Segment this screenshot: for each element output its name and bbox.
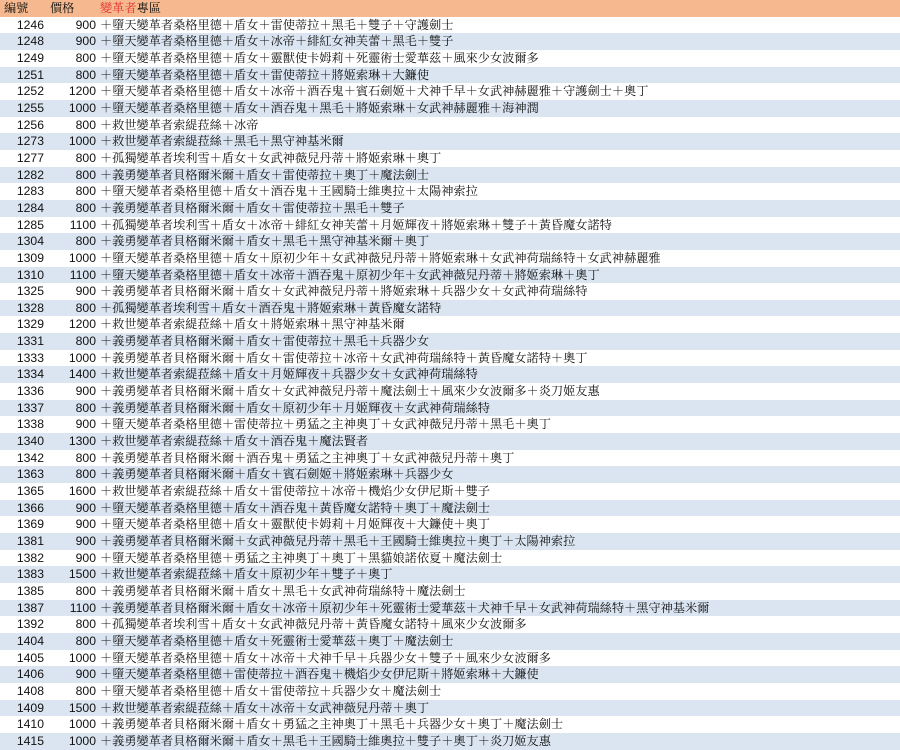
row-price: 800 — [75, 150, 96, 165]
row-items: ＋墮天變革者桑格里德＋盾女＋死靈術士愛華茲＋奧丁＋魔法劍士 — [100, 633, 454, 648]
row-items: ＋墮天變革者桑格里德＋盾女＋冰帝＋酒吞鬼＋原初少年＋女武神薇兒丹蒂＋將姬索琳＋奧丁 — [100, 267, 600, 282]
row-items: ＋義勇變革者貝格爾米爾＋盾女＋雷使蒂拉＋黑毛＋雙子 — [100, 200, 405, 215]
row-price: 900 — [75, 384, 96, 399]
table-row — [0, 283, 900, 300]
row-items: ＋墮天變革者桑格里德＋盾女＋冰帝＋犬神千早＋兵器少女＋雙子＋風來少女波爾多 — [100, 650, 551, 665]
table-body — [0, 17, 900, 750]
row-price: 1500 — [68, 567, 96, 582]
row-items: ＋義勇變革者貝格爾米爾＋盾女＋冰帝＋原初少年＋死靈術士愛華茲＋犬神千早＋女武神荷瑞絲特＋黑守神基米爾 — [100, 600, 710, 615]
header-id: 編號 — [4, 1, 29, 15]
row-price: 900 — [75, 517, 96, 532]
row-id: 1365 — [16, 484, 44, 499]
row-id: 1304 — [16, 234, 44, 249]
row-id: 1406 — [16, 667, 44, 682]
table-row — [0, 217, 900, 234]
row-items: ＋義勇變革者貝格爾米爾＋盾女＋女武神薇兒丹蒂＋將姬索琳＋兵器少女＋女武神荷瑞絲特 — [100, 284, 588, 299]
row-id: 1405 — [16, 650, 44, 665]
row-id: 1404 — [16, 633, 44, 648]
table-row — [0, 366, 900, 383]
row-items: ＋墮天變革者桑格里德＋勇猛之主神奧丁＋奧丁＋黑貓娘諾依夏＋魔法劍士 — [100, 550, 503, 565]
table-row — [0, 117, 900, 134]
row-items: ＋墮天變革者桑格里德＋盾女＋冰帝＋酒吞鬼＋賓石劍姬＋犬神千早＋女武神赫麗雅＋守護劍士＋奧丁 — [100, 84, 649, 99]
table-row — [0, 233, 900, 250]
row-items: ＋義勇變革者貝格爾米爾＋盾女＋黑毛＋王國騎士維奧拉＋雙子＋奧丁＋炎刀姬友惠 — [100, 733, 551, 748]
row-price: 800 — [75, 400, 96, 415]
row-id: 1255 — [16, 100, 44, 115]
row-items: ＋孤獨變革者埃利雪＋盾女＋女武神薇兒丹蒂＋將姬索琳＋奧丁 — [100, 150, 442, 165]
row-id: 1387 — [16, 600, 44, 615]
row-items: ＋義勇變革者貝格爾米爾＋盾女＋雷使蒂拉＋奧丁＋魔法劍士 — [100, 167, 430, 182]
row-price: 800 — [75, 334, 96, 349]
row-id: 1381 — [16, 534, 44, 548]
row-price: 1000 — [68, 733, 96, 748]
table-row — [0, 650, 900, 667]
row-price: 800 — [75, 467, 96, 482]
table-row — [0, 83, 900, 100]
row-items: ＋墮天變革者桑格里德＋盾女＋冰帝＋緋紅女神芙蕾＋黑毛＋雙子 — [100, 34, 454, 49]
row-id: 1310 — [16, 267, 44, 282]
row-price: 800 — [75, 583, 96, 598]
row-price: 1000 — [68, 350, 96, 365]
row-price: 1600 — [68, 484, 96, 499]
row-items: ＋墮天變革者桑格里德＋盾女＋靈獸使卡姆莉＋月姬輝夜＋大鐮使＋奧丁 — [100, 517, 490, 532]
table-row — [0, 67, 900, 84]
row-items: ＋救世變革者索緹菈絲＋盾女＋原初少年＋雙子＋奧丁 — [100, 567, 393, 582]
row-id: 1256 — [16, 117, 44, 132]
row-id: 1408 — [16, 683, 44, 698]
table-row — [0, 633, 900, 650]
row-items: ＋義勇變革者貝格爾米爾＋盾女＋雷使蒂拉＋冰帝＋女武神荷瑞絲特＋黃昏魔女諾特＋奧丁 — [100, 350, 588, 365]
row-price: 800 — [75, 300, 96, 315]
row-price: 1100 — [69, 600, 96, 615]
row-id: 1369 — [16, 517, 44, 532]
row-id: 1366 — [16, 500, 44, 515]
row-id: 1329 — [16, 317, 44, 332]
row-id: 1409 — [16, 700, 44, 715]
row-items: ＋義勇變革者貝格爾米爾＋盾女＋雷使蒂拉＋黑毛＋兵器少女 — [100, 334, 430, 349]
row-id: 1325 — [16, 284, 44, 299]
header-zone — [98, 0, 900, 17]
row-items: ＋孤獨變革者埃利雪＋盾女＋女武神薇兒丹蒂＋黃昏魔女諾特＋風來少女波爾多 — [100, 617, 527, 632]
table-row — [0, 433, 900, 450]
table-row — [0, 350, 900, 367]
table-row — [0, 167, 900, 184]
row-items: ＋義勇變革者貝格爾米爾＋盾女＋黑毛＋黑守神基米爾＋奧丁 — [100, 234, 430, 249]
row-items: ＋墮天變革者桑格里德＋盾女＋酒吞鬼＋黃昏魔女諾特＋奧丁＋魔法劍士 — [100, 500, 490, 515]
header-price: 價格 — [50, 1, 75, 15]
table-row — [0, 33, 900, 50]
table-row — [0, 516, 900, 533]
row-items: ＋義勇變革者貝格爾米爾＋盾女＋賓石劍姬＋將姬索琳＋兵器少女 — [100, 467, 454, 482]
table-row — [0, 700, 900, 717]
row-items: ＋義勇變革者貝格爾米爾＋女武神薇兒丹蒂＋黑毛＋王國騎士維奧拉＋奧丁＋太陽神索拉 — [100, 534, 576, 548]
row-id: 1251 — [16, 67, 44, 82]
row-price: 1000 — [68, 134, 96, 149]
table-row — [0, 50, 900, 67]
table-row — [0, 17, 900, 34]
table-row — [0, 716, 900, 733]
row-id: 1333 — [16, 350, 44, 365]
row-items: ＋救世變革者索緹菈絲＋盾女＋將姬索琳＋黑守神基米爾 — [100, 317, 405, 332]
row-price: 1500 — [68, 700, 96, 715]
header-zone-highlight: 變革者 — [100, 1, 137, 15]
row-price: 800 — [75, 200, 96, 215]
row-id: 1334 — [16, 367, 44, 382]
table-row — [0, 333, 900, 350]
row-id: 1252 — [16, 84, 44, 99]
row-price: 1100 — [69, 267, 96, 282]
table-row — [0, 533, 900, 550]
row-id: 1410 — [16, 717, 44, 732]
row-id: 1331 — [16, 334, 44, 349]
row-items: ＋義勇變革者貝格爾米爾＋盾女＋勇猛之主神奧丁＋黑毛＋兵器少女＋奧丁＋魔法劍士 — [100, 717, 564, 732]
row-id: 1383 — [16, 567, 44, 582]
row-id: 1285 — [16, 217, 44, 232]
row-id: 1282 — [16, 167, 44, 182]
table-row — [0, 200, 900, 217]
row-items: ＋孤獨變革者埃利雪＋盾女＋冰帝＋緋紅女神芙蕾＋月姬輝夜＋將姬索琳＋雙子＋黃昏魔女諾特 — [100, 217, 612, 232]
row-items: ＋墮天變革者桑格里德＋盾女＋靈獸使卡姆莉＋死靈術士愛華茲＋風來少女波爾多 — [100, 50, 539, 65]
row-id: 1363 — [16, 467, 44, 482]
table-row — [0, 316, 900, 333]
table-row — [0, 133, 900, 150]
row-price: 800 — [75, 50, 96, 65]
row-id: 1415 — [16, 733, 44, 748]
row-price: 800 — [75, 167, 96, 182]
table-row — [0, 566, 900, 583]
row-price: 1000 — [68, 717, 96, 732]
row-price: 900 — [75, 550, 96, 565]
row-price: 900 — [75, 284, 96, 299]
table-row — [0, 416, 900, 433]
row-id: 1392 — [16, 617, 44, 632]
table-row — [0, 183, 900, 200]
table-row — [0, 550, 900, 567]
row-id: 1342 — [16, 450, 44, 465]
row-items: ＋救世變革者索緹菈絲＋盾女＋月姬輝夜＋兵器少女＋女武神荷瑞絲特 — [100, 367, 478, 382]
table-row — [0, 666, 900, 683]
row-id: 1338 — [16, 417, 44, 432]
row-price: 1000 — [68, 650, 96, 665]
row-price: 1000 — [68, 250, 96, 265]
table-row — [0, 450, 900, 467]
table-row — [0, 683, 900, 700]
row-items: ＋救世變革者索緹菈絲＋黑毛＋黑守神基米爾 — [100, 134, 344, 149]
row-items: ＋義勇變革者貝格爾米爾＋盾女＋原初少年＋月姬輝夜＋女武神荷瑞絲特 — [100, 400, 490, 415]
table-row — [0, 300, 900, 317]
row-price: 900 — [75, 34, 96, 49]
table-row — [0, 150, 900, 167]
row-items: ＋救世變革者索緹菈絲＋盾女＋酒吞鬼＋魔法賢者 — [100, 434, 369, 449]
row-price: 1200 — [68, 84, 96, 99]
row-items: ＋墮天變革者桑格里德＋雷使蒂拉＋酒吞鬼＋機焰少女伊尼斯＋將姬索琳＋大鐮使 — [100, 667, 539, 682]
row-id: 1382 — [16, 550, 44, 565]
header-zone-rest: 專區 — [136, 1, 161, 15]
row-price: 800 — [75, 633, 96, 648]
row-price: 800 — [75, 234, 96, 249]
table-row — [0, 733, 900, 750]
row-price: 800 — [75, 617, 96, 632]
table-row — [0, 267, 900, 284]
row-price: 900 — [75, 417, 96, 432]
row-price: 1100 — [69, 217, 96, 232]
row-price: 800 — [75, 450, 96, 465]
row-items: ＋救世變革者索緹菈絲＋盾女＋雷使蒂拉＋冰帝＋機焰少女伊尼斯＋雙子 — [100, 484, 490, 499]
row-price: 800 — [75, 683, 96, 698]
row-id: 1249 — [16, 50, 44, 65]
row-items: ＋墮天變革者桑格里德＋盾女＋雷使蒂拉＋兵器少女＋魔法劍士 — [100, 683, 442, 698]
row-price: 800 — [75, 117, 96, 132]
table-row — [0, 100, 900, 117]
table-row — [0, 483, 900, 500]
row-id: 1248 — [16, 34, 44, 49]
row-id: 1340 — [16, 434, 44, 449]
row-items: ＋墮天變革者桑格里德＋雷使蒂拉＋勇猛之主神奧丁＋女武神薇兒丹蒂＋黑毛＋奧丁 — [100, 417, 551, 432]
row-items: ＋墮天變革者桑格里德＋盾女＋酒吞鬼＋黑毛＋將姬索琳＋女武神赫麗雅＋海神潤 — [100, 100, 539, 115]
row-items: ＋墮天變革者桑格里德＋盾女＋酒吞鬼＋王國騎士維奧拉＋太陽神索拉 — [100, 184, 478, 199]
row-id: 1309 — [16, 250, 44, 265]
row-items: ＋義勇變革者貝格爾米爾＋盾女＋女武神薇兒丹蒂＋魔法劍士＋風來少女波爾多＋炎刀姬友惠 — [100, 384, 600, 399]
row-items: ＋孤獨變革者埃利雪＋盾女＋酒吞鬼＋將姬索琳＋黃昏魔女諾特 — [100, 300, 442, 315]
row-price: 1200 — [68, 317, 96, 332]
row-price: 900 — [75, 534, 96, 548]
row-id: 1283 — [16, 184, 44, 199]
row-items: ＋墮天變革者桑格里德＋盾女＋雷使蒂拉＋黑毛＋雙子＋守護劍士 — [100, 17, 454, 32]
row-items: ＋墮天變革者桑格里德＋盾女＋原初少年＋女武神薇兒丹蒂＋將姬索琳＋女武神荷瑞絲特＋女武神赫麗雅 — [100, 250, 661, 265]
row-id: 1273 — [16, 134, 44, 149]
row-items: ＋墮天變革者桑格里德＋盾女＋雷使蒂拉＋將姬索琳＋大鐮使 — [100, 67, 430, 82]
row-price: 800 — [75, 67, 96, 82]
row-price: 1400 — [68, 367, 96, 382]
row-price: 1300 — [68, 434, 96, 449]
row-price: 1000 — [68, 100, 96, 115]
table-row — [0, 600, 900, 617]
table-row — [0, 500, 900, 517]
table-row — [0, 583, 900, 600]
row-price: 900 — [75, 500, 96, 515]
row-price: 900 — [75, 17, 96, 32]
row-id: 1336 — [16, 384, 44, 399]
row-items: ＋義勇變革者貝格爾米爾＋盾女＋黑毛＋女武神荷瑞絲特＋魔法劍士 — [100, 583, 466, 598]
table-row — [0, 383, 900, 400]
row-price: 900 — [75, 667, 96, 682]
row-items: ＋救世變革者索緹菈絲＋盾女＋冰帝＋女武神薇兒丹蒂＋奧丁 — [100, 700, 430, 715]
row-items: ＋義勇變革者貝格爾米爾＋酒吞鬼＋勇猛之主神奧丁＋女武神薇兒丹蒂＋奧丁 — [100, 450, 515, 465]
row-id: 1385 — [16, 583, 44, 598]
table-row — [0, 466, 900, 483]
row-id: 1328 — [16, 300, 44, 315]
table-row — [0, 400, 900, 417]
table-header — [0, 0, 900, 17]
table-row — [0, 616, 900, 633]
row-id: 1246 — [16, 17, 44, 32]
row-id: 1277 — [16, 150, 44, 165]
row-id: 1284 — [16, 200, 44, 215]
row-price: 800 — [75, 184, 96, 199]
table-row — [0, 250, 900, 267]
row-items: ＋救世變革者索緹菈絲＋冰帝 — [100, 117, 259, 132]
row-id: 1337 — [16, 400, 44, 415]
